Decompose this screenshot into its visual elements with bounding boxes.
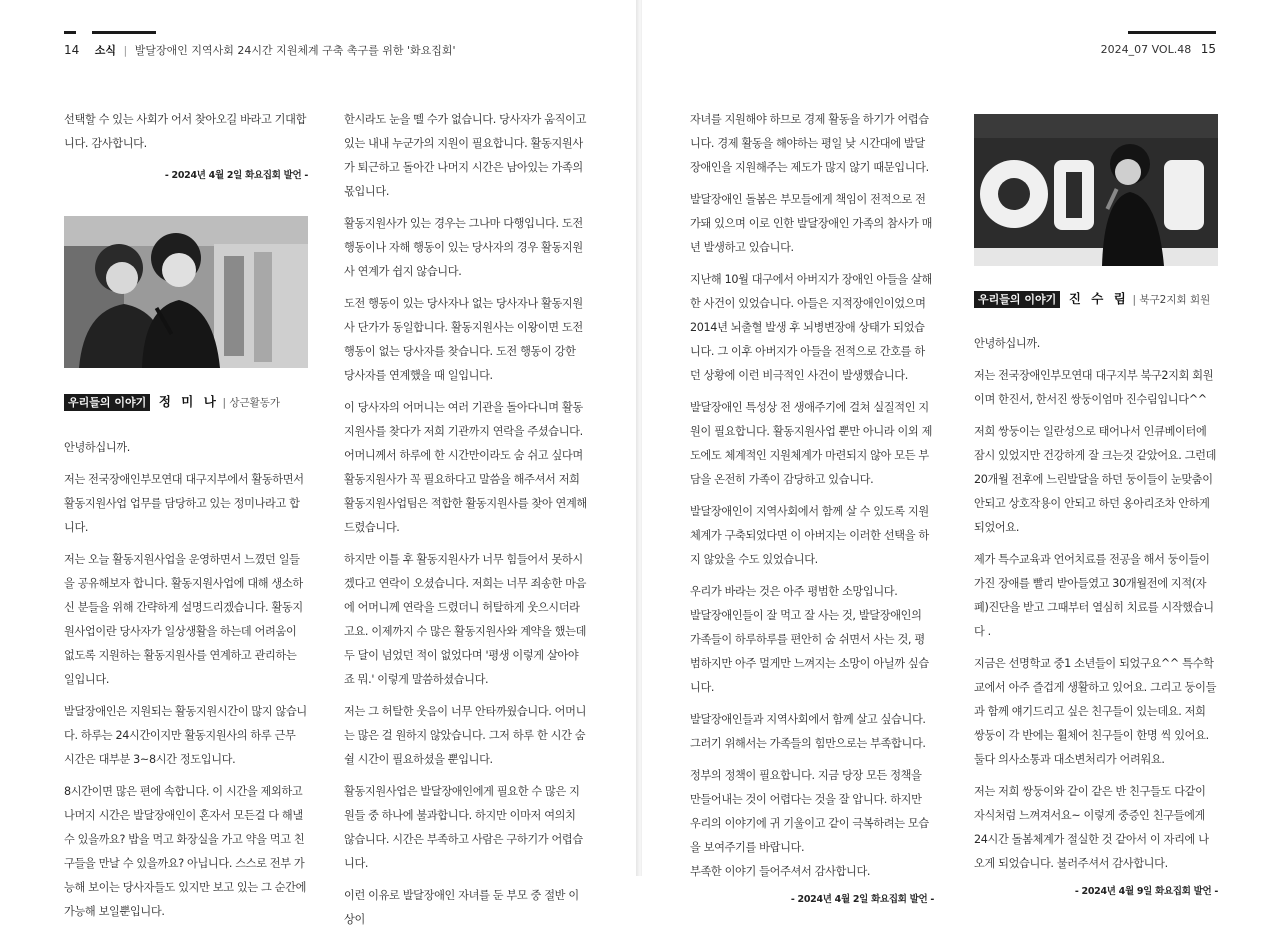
paragraph: 발달장애인 특성상 전 생애주기에 걸쳐 실질적인 지원이 필요합니다. 활동지원사업 뿐만 아니라 이외 제도에도 체계적인 지원체계가 마련되지 않아 모든 부담을 온전히 가족이 감당하고 있습니다. <box>690 401 933 486</box>
paragraph: 발달장애인들과 지역사회에서 함께 살고 싶습니다. 그러기 위해서는 가족들의 힘만으로는 부족합니다. <box>690 713 926 750</box>
column-1-story <box>64 436 308 932</box>
rally-photo-2 <box>974 114 1218 266</box>
story-heading-1 <box>64 392 280 410</box>
paragraph: 도전 행동이 있는 당사자나 없는 당사자나 활동지원사 단가가 동일합니다. 활동지원사는 이왕이면 도전 행동이 없는 당사자를 찾습니다. 도전 행동이 강한 당사자를 연계했을 때 일입니다. <box>344 297 583 382</box>
greeting: 안녕하십니까. <box>974 337 1040 350</box>
policy-line-2: 부족한 이야기 들어주셔서 감사합니다. <box>690 865 871 878</box>
paragraph: 저는 오늘 활동지원사업을 운영하면서 느꼈던 일들을 공유해보자 합니다. 활동지원사업에 대해 생소하신 분들을 위해 간략하게 설명드리겠습니다. 활동지원사업이란 당사자가 일상생활을 하는데 어려움이 없도록 지원하는 활동지원사를 연계하고 관리하는 일입니다. <box>64 553 303 686</box>
hope-line-2: 발달장애인들이 잘 먹고 잘 사는 것, 발달장애인의 가족들이 하루하루를 편안히 숨 쉬면서 사는 것, 평범하지만 아주 멀게만 느껴지는 소망이 아닐까 싶습니다. <box>690 609 929 694</box>
story-badge: 우리들의 이야기 <box>974 291 1060 308</box>
header-rule <box>1128 31 1216 34</box>
paragraph: 발달장애인 돌봄은 부모들에게 책임이 전적으로 전가돼 있으며 이로 인한 발달장애인 가족의 참사가 매년 발생하고 있습니다. <box>690 193 933 254</box>
paragraph: 저는 저희 쌍둥이와 같이 같은 반 친구들도 다같이 자식처럼 느껴져서요~ 이렇게 중증인 친구들에게 24시간 돌봄체계가 절실한 것 같아서 이 자리에 나오게 되었습니다. 불러주셔서 감사합니다. <box>974 785 1209 870</box>
rally-photo-1 <box>64 216 308 368</box>
paragraph: 한시라도 눈을 뗄 수가 없습니다. 당사자가 움직이고 있는 내내 누군가의 지원이 필요합니다. 활동지원사가 퇴근하고 돌아간 나머지 시간은 남아있는 가족의 몫입니다. <box>344 113 587 198</box>
paragraph <box>690 764 934 884</box>
right-header <box>1101 42 1216 56</box>
paragraph: 저는 전국장애인부모연대 대구지부에서 활동하면서 활동지원사업 업무를 담당하고 있는 정미나라고 합니다. <box>64 473 304 534</box>
speaker-name: 정 미 나 <box>158 394 219 409</box>
left-page <box>0 0 638 926</box>
paragraph: 발달장애인이 지역사회에서 함께 살 수 있도록 지원체계가 구축되었다면 이 아버지는 이러한 선택을 하지 않았을 수도 있었습니다. <box>690 505 929 566</box>
paragraph: 활동지원사업은 발달장애인에게 필요한 수 많은 지원들 중 하나에 불과합니다. 하지만 이마저 여의치 않습니다. 시간은 부족하고 사람은 구하기가 어렵습니다. <box>344 785 583 870</box>
paragraph: 저는 전국장애인부모연대 대구지부 북구2지회 회원이며 한진서, 한서진 쌍둥이엄마 진수림입니다^^ <box>974 369 1214 406</box>
paragraph: 발달장애인은 지원되는 활동지원시간이 많지 않습니다. 하루는 24시간이지만 활동지원사의 하루 근무 시간은 대부분 3~8시간 정도입니다. <box>64 705 307 766</box>
story-heading-2 <box>974 289 1210 307</box>
paragraph: 이런 이유로 발달장애인 자녀를 둔 부모 중 절반 이상이 <box>344 889 579 926</box>
column-4 <box>974 332 1218 904</box>
header-tick <box>64 31 76 34</box>
paragraph: 지난해 10월 대구에서 아버지가 장애인 아들을 살해한 사건이 있었습니다. 아들은 지적장애인이었으며 2014년 뇌출혈 발생 후 뇌병변장애 상태가 되었습니다. 그 이후 아버지가 아들을 전적으로 간호를 하던 상황에 이런 비극적인 사건이 발생했습니다. <box>690 273 932 382</box>
column-3 <box>690 108 934 912</box>
story-badge: 우리들의 이야기 <box>64 394 150 411</box>
speaker-name: 진 수 림 <box>1068 291 1129 306</box>
paragraph: 자녀를 지원해야 하므로 경제 활동을 하기가 어렵습니다. 경제 활동을 해야하는 평일 낮 시간대에 발달장애인을 지원해주는 제도가 많지 않기 때문입니다. <box>690 113 929 174</box>
header-title: 발달장애인 지역사회 24시간 지원체계 구축 촉구를 위한 '화요집회' <box>134 44 456 57</box>
paragraph: 제가 특수교육과 언어치료를 전공을 해서 둥이들이 가진 장애를 빨리 받아들였고 30개월전에 지적(자폐)진단을 받고 그때부터 열심히 치료를 시작했습니다 . <box>974 553 1214 638</box>
section-name: 소식 <box>94 44 117 57</box>
header-rule <box>92 31 156 34</box>
paragraph: 이 당사자의 어머니는 여러 기관을 돌아다니며 활동지원사를 찾다가 저희 기관까지 연락을 주셨습니다. 어머니께서 하루에 한 시간만이라도 숨 쉬고 싶다며 활동지원사가 꼭 필요하다고 말씀을 해주셔서 저희 활동지원사업팀은 적합한 활동지원사를 찾아 연계해 드렸습니다. <box>344 401 587 534</box>
speech-signature: - 2024년 4월 2일 화요집회 발언 - <box>790 894 934 905</box>
column-1 <box>64 108 308 188</box>
paragraph: 저는 그 허탈한 웃음이 너무 안타까웠습니다. 어머니는 많은 걸 원하지 않았습니다. 그저 하루 한 시간 숨 쉴 시간이 필요하셨을 뿐입니다. <box>344 705 587 766</box>
page-number: 14 <box>64 43 80 57</box>
paragraph: 8시간이면 많은 편에 속합니다. 이 시간을 제외하고 나머지 시간은 발달장애인이 혼자서 모든걸 다 해낼 수 있을까요? 밥을 먹고 화장실을 가고 약을 먹고 친구들을 만날 수 있을까요? 아닙니다. 스스로 전부 가능해 보이는 당사자들도 있지만 보고 있는 그 순간에 가능해 보일뿐입니다. <box>64 785 307 918</box>
paragraph: 활동지원사가 있는 경우는 그나마 다행입니다. 도전 행동이나 자해 행동이 있는 당사자의 경우 활동지원사 연계가 쉽지 않습니다. <box>344 217 583 278</box>
paragraph: 지금은 선명학교 중1 소년들이 되었구요^^ 특수학교에서 아주 즐겁게 생활하고 있어요. 그리고 둥이들과 함께 얘기드리고 싶은 친구들이 있는데요. 저희 쌍둥이 각 반에는 휠체어 친구들이 한명 씩 있어요. 둘다 의사소통과 대소변처리가 어려워요. <box>974 657 1217 766</box>
speaker-role: | 북구2지회 회원 <box>1132 294 1210 306</box>
speech-signature: - 2024년 4월 2일 화요집회 발언 - <box>164 170 308 181</box>
speaker-role: | 상근활동가 <box>222 397 280 409</box>
paragraph: 저희 쌍둥이는 일란성으로 태어나서 인큐베이터에 잠시 있었지만 건강하게 잘 크는것 같았어요. 그런데 20개월 전후에 느린발달을 하던 둥이들이 눈맞춤이 안되고 상호작용이 안되고 하던 옹아리조차 안하게 되었어요. <box>974 425 1217 534</box>
greeting: 안녕하십니까. <box>64 441 130 454</box>
paragraph <box>690 580 934 700</box>
paragraph: 하지만 이틀 후 활동지원사가 너무 힘들어서 못하시겠다고 연락이 오셨습니다. 저희는 너무 죄송한 마음에 어머니께 연락을 드렸더니 허탈하게 웃으시더라고요. 이제까지 수 많은 활동지원사와 계약을 했는데 두 달이 넘었던 적이 없었다며 '평생 이렇게 살아야죠 뭐.' 이렇게 말씀하셨습니다. <box>344 553 587 686</box>
issue-label: 2024_07 VOL.48 <box>1100 43 1192 56</box>
column-2 <box>344 108 588 940</box>
hope-line-1: 우리가 바라는 것은 아주 평범한 소망입니다. <box>690 585 898 598</box>
left-header: 14 소식 | 발달장애인 지역사회 24시간 지원체계 구축 촉구를 위한 '화요집회' <box>64 43 456 57</box>
intro-paragraph: 선택할 수 있는 사회가 어서 찾아오길 바라고 기대합니다. 감사합니다. <box>64 113 307 150</box>
speech-signature: - 2024년 4월 9일 화요집회 발언 - <box>1074 886 1218 897</box>
right-page <box>642 0 1280 905</box>
policy-line-1: 정부의 정책이 필요합니다. 지금 당장 모든 정책을 만들어내는 것이 어렵다는 것을 잘 압니다. 하지만 우리의 이야기에 귀 기울이고 같이 극복하려는 모습을 보여주기를 바랍니다. <box>690 769 929 854</box>
page-number: 15 <box>1200 42 1216 56</box>
